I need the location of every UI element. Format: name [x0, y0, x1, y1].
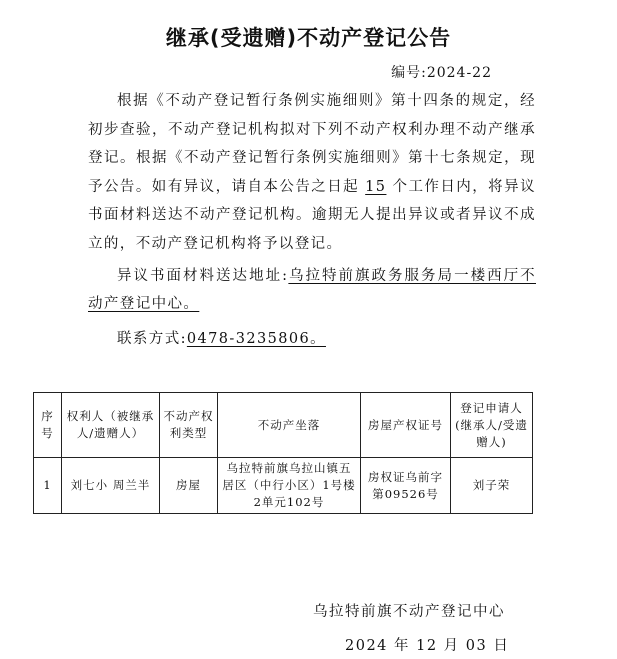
col-header-rights-holder: 权利人（被继承人/遗赠人） — [62, 393, 160, 458]
document-number: 编号:2024-22 — [391, 65, 492, 81]
page-title: 继承(受遗赠)不动产登记公告 — [165, 26, 452, 50]
contact-label: 联系方式: — [117, 330, 187, 347]
col-header-right-type: 不动产权利类型 — [160, 393, 218, 458]
registration-table — [33, 392, 533, 514]
table-header-row — [34, 393, 533, 458]
cell-certificate: 房权证乌前字第09526号 — [361, 458, 451, 514]
cell-rights-holder: 刘七小 周兰半 — [62, 458, 160, 514]
address-label: 异议书面材料送达地址: — [117, 267, 289, 284]
issuing-organization: 乌拉特前旗不动产登记中心 — [313, 604, 505, 620]
issue-date: 2024 年 12 月 03 日 — [345, 638, 510, 654]
col-header-applicant: 登记申请人(继承人/受遗赠人) — [451, 393, 533, 458]
contact-line — [88, 325, 536, 354]
address-line — [88, 262, 536, 319]
table-row — [34, 458, 533, 514]
col-header-certificate: 房屋产权证号 — [361, 393, 451, 458]
paragraph-text: 根据《不动产登记暂行条例实施细则》第十四条的规定，经初步查验，不动产登记机构拟对下列不动产权利办理不动产继承登记。根据《不动产登记暂行条例实施细则》第十七条规定，现予公告。如有异议，请自本公告之日起 — [88, 93, 536, 195]
announcement-paragraph — [88, 87, 536, 259]
contact-value: 0478-3235806。 — [186, 330, 326, 347]
paragraph-text-end: 个工作日内，将异议书面材料送达不动产登记机构。逾期无人提出异议或者异议不成立的，不动产登记机构将予以登记。 — [88, 178, 536, 252]
cell-applicant: 刘子荣 — [451, 458, 533, 514]
cell-right-type: 房屋 — [160, 458, 218, 514]
address-value: 乌拉特前旗政务服务局一楼西厅不动产登记中心。 — [88, 267, 536, 313]
col-header-location: 不动产坐落 — [218, 393, 361, 458]
announcement-body — [88, 87, 536, 353]
cell-index: 1 — [34, 458, 62, 514]
objection-days: 15 — [365, 178, 387, 195]
cell-location: 乌拉特前旗乌拉山镇五居区（中行小区）1号楼2单元102号 — [218, 458, 361, 514]
col-header-index: 序号 — [34, 393, 62, 458]
